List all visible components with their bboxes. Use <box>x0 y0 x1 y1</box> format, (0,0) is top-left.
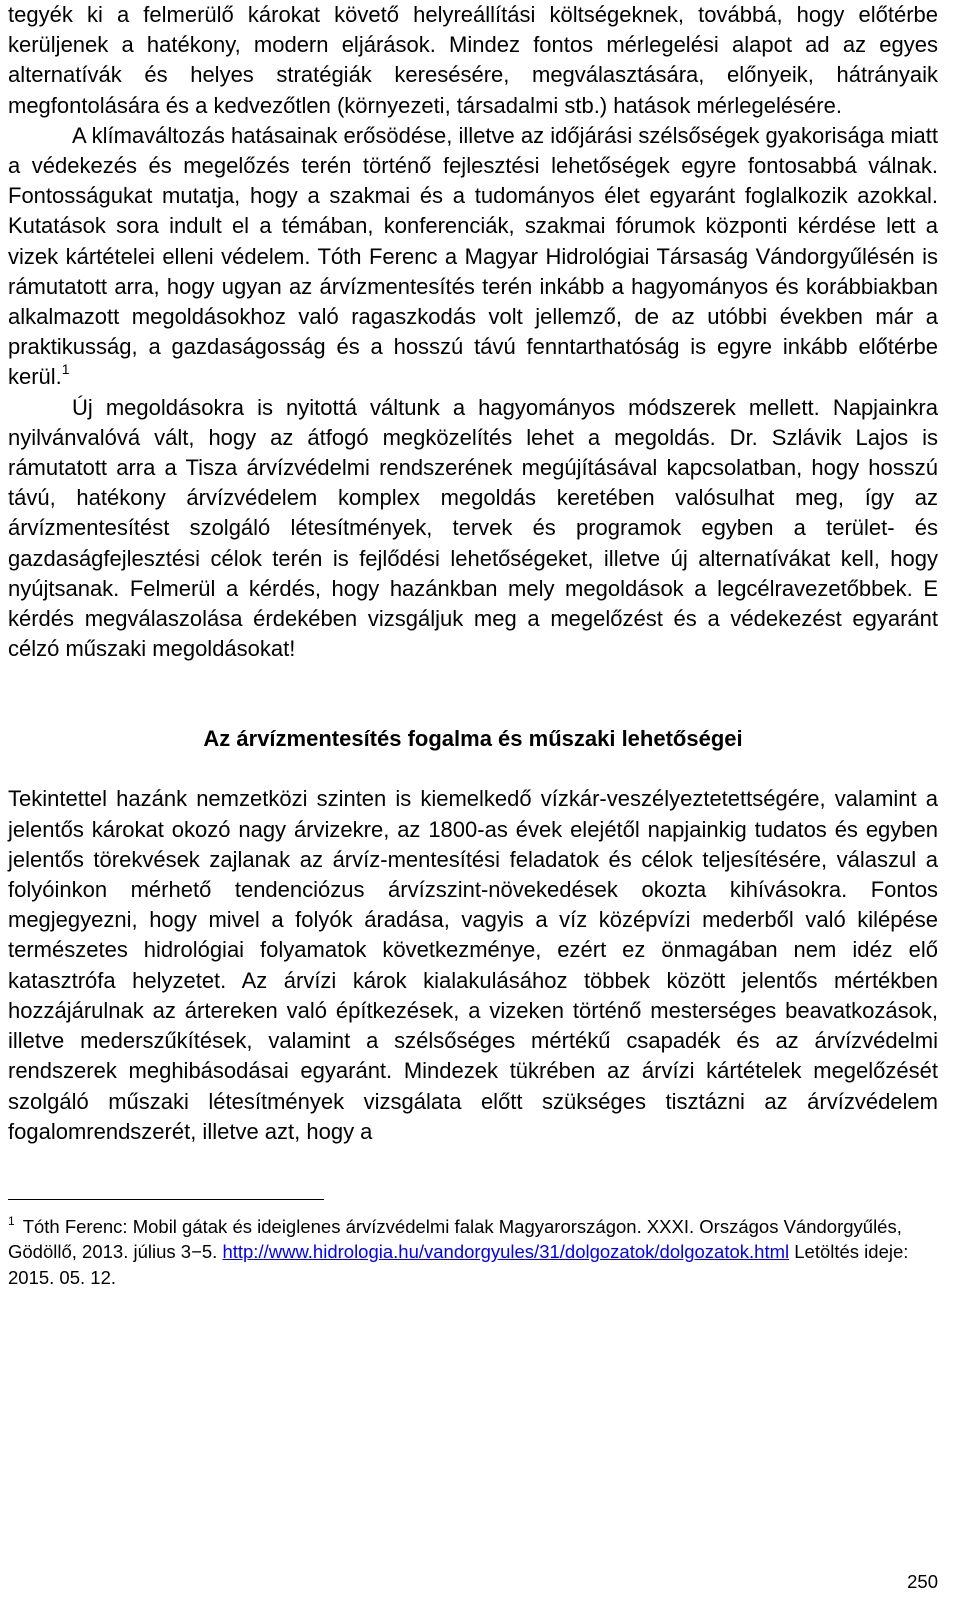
footnote-download-date: Letöltés ideje: 2015. 05. 12. <box>8 1241 909 1288</box>
footnote-reference[interactable]: 1 <box>61 361 70 378</box>
document-page <box>8 0 938 1290</box>
heading-spacer <box>8 754 938 784</box>
footnote <box>8 1214 938 1290</box>
footnote-text: Tóth Ferenc: Mobil gátak és ideiglenes árvízvédelmi falak Magyarországon. XXXI. Országos Vándorgyűlés, Gödöllő, 2013. július 3−5. <box>8 1215 902 1263</box>
section-heading: Az árvízmentesítés fogalma és műszaki lehetőségei <box>203 726 743 752</box>
paragraph-climate-change-text: A klímaváltozás hatásainak erősödése, illetve az időjárási szélsőségek gyakorisága miatt a védekezés és megelőzés terén történő fejlesztési lehetőségek egyre fontosabbá válnak. Fontosságukat mutatja, hogy a szakmai és a tudományos élet egyaránt foglalkozik azokkal. Kutatások sora indult el a témában, konferenciák, szakmai fórumok központi kérdése lett a vizek kártételei elleni védelem. Tóth Ferenc a Magyar Hidrológiai Társaság Vándorgyűlésén is rámutatott arra, hogy ugyan az árvízmentesítés terén inkább a hagyományos és korábbiakban alkalmazott megoldásokhoz való ragaszkodás volt jellemző, de az utóbbi években már a praktikusság, a gazdaságosság és a hosszú távú fenntarthatóság is egyre inkább előtérbe kerül. <box>8 122 938 390</box>
footnote-link[interactable]: http://www.hidrologia.hu/vandorgyules/31/dolgozatok/dolgozatok.html <box>222 1241 790 1263</box>
section-spacer <box>8 664 938 724</box>
footnote-marker: 1 <box>8 1213 15 1228</box>
paragraph-flood-protection: Tekintettel hazánk nemzetközi szinten is kiemelkedő vízkár-veszélyeztetettségére, valamint a jelentős károkat okozó nagy árvizekre, az 1800-as évek elejétől napjainkig tudatos és egyben jelentős törekvések zajlanak az árvíz-mentesítési feladatok és célok teljesítésére, válaszul a folyóinkon mérhető tendenciózus árvízszint-növekedések okozta kihívásokra. Fontos megjegyezni, hogy mivel a folyók áradása, vagyis a víz középvízi mederből való kilépése természetes hidrológiai folyamatok következménye, ezért ez önmagában nem idéz elő katasztrófa helyzetet. Az árvízi károk kialakulásához többek között jelentős mértékben hozzájárulnak az ártereken való építkezések, a vizeken történő mesterséges beavatkozások, illetve mederszűkítések, valamint a szélsőséges mértékű csapadék és az árvízvédelmi rendszerek meghibásodásai egyaránt. Mindezek tükrében az árvízi kártételek megelőzését szolgáló műszaki létesítmények vizsgálata előtt szükséges tisztázni az árvízvédelem fogalomrendszerét, illetve azt, hogy a <box>8 786 938 1144</box>
page-number: 250 <box>907 1571 938 1592</box>
paragraph-intro-continuation: tegyék ki a felmerülő károkat követő helyreállítási költségeknek, továbbá, hogy előtérbe kerüljenek a hatékony, modern eljárások. Mindez fontos mérlegelési alapot ad az egyes alternatívák és helyes stratégiák keresésére, megválasztására, előnyeik, hátrányaik megfontolására és a kedvezőtlen (környezeti, társadalmi stb.) hatások mérlegelésére. <box>8 2 938 118</box>
footnote-gap <box>8 1200 938 1214</box>
paragraph-climate-change <box>8 121 938 393</box>
paragraph-new-solutions: Új megoldásokra is nyitottá váltunk a hagyományos módszerek mellett. Napjainkra nyilvánvalóvá vált, hogy az átfogó megközelítés lehet a megoldás. Dr. Szlávik Lajos is rámutatott arra a Tisza árvízvédelmi rendszerének megújításával kapcsolatban, hogy hosszú távú, hatékony árvízvédelem komplex megoldás keretében valósulhat meg, így az árvízmentesítést szolgáló létesítmények, tervek és programok egyben a terület- és gazdaságfejlesztési célok terén is fejlődési lehetőségeket, illetve új alternatívákat kell, hogy nyújtsanak. Felmerül a kérdés, hogy hazánkban mely megoldások a legcélravezetőbbek. E kérdés megválaszolása érdekében vizsgáljuk meg a megelőzést és a védekezést egyaránt célzó műszaki megoldásokat! <box>8 394 938 662</box>
footnote-spacer <box>8 1147 938 1199</box>
